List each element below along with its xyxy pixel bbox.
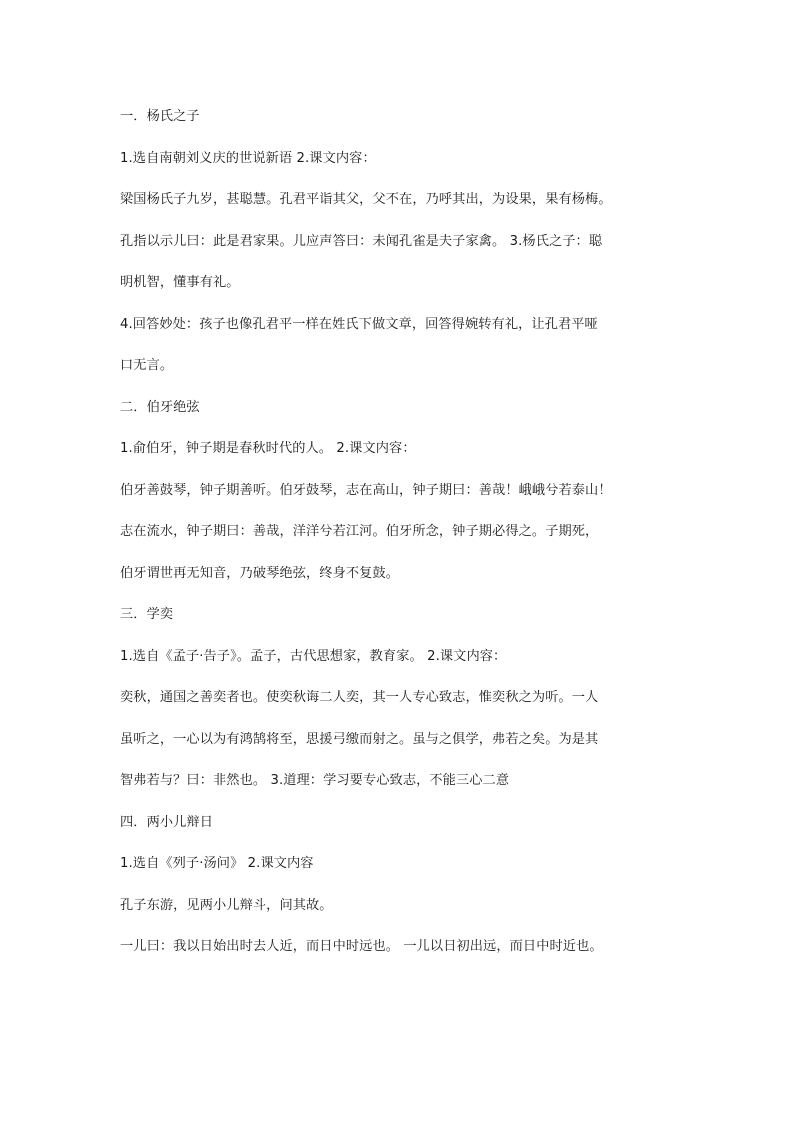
text-line: 虽听之，一心以为有鸿鹄将至，思援弓缴而射之。虽与之俱学，弗若之矣。为是其	[120, 732, 599, 747]
text-line: 志在流水，钟子期曰：善哉，洋洋兮若江河。伯牙所念，钟子期必得之。子期死，	[120, 524, 599, 539]
text-line: 孔子东游，见两小儿辩斗，问其故。	[120, 898, 333, 913]
text-line: 1.选自南朝刘义庆的世说新语 2.课文内容：	[120, 151, 376, 166]
text-line: 伯牙谓世再无知音，乃破琴绝弦，终身不复鼓。	[120, 566, 400, 581]
text-line: 伯牙善鼓琴，钟子期善听。伯牙鼓琴，志在高山，钟子期曰：善哉！峨峨兮若泰山！	[120, 483, 612, 498]
text-line: 口无言。	[120, 358, 174, 373]
text-line: 奕秋，通国之善奕者也。使奕秋诲二人奕，其一人专心致志，惟奕秋之为听。一人	[120, 690, 599, 705]
section-heading-yang-shi-zhi-zi: 一．杨氏之子	[120, 109, 200, 124]
text-line: 1.选自《孟子·告子》。孟子，古代思想家，教育家。 2.课文内容：	[120, 649, 507, 664]
text-line: 1.选自《列子·汤问》 2.课文内容	[120, 856, 314, 871]
text-line: 梁国杨氏子九岁，甚聪慧。孔君平诣其父，父不在，乃呼其出，为设果，果有杨梅。	[120, 192, 612, 207]
section-heading-xue-yi: 三．学奕	[120, 607, 174, 622]
text-line: 1.俞伯牙，钟子期是春秋时代的人。 2.课文内容：	[120, 441, 416, 456]
text-line: 明机智，懂事有礼。	[120, 275, 240, 290]
text-line: 智弗若与？曰：非然也。 3.道理：学习要专心致志，不能三心二意	[120, 773, 510, 788]
section-heading-liang-xiao-er-bian-ri: 四．两小儿辩日	[120, 815, 214, 830]
text-line: 孔指以示儿曰：此是君家果。儿应声答曰：未闻孔雀是夫子家禽。 3.杨氏之子：聪	[120, 234, 603, 249]
section-heading-bo-ya-jue-xian: 二．伯牙绝弦	[120, 400, 200, 415]
text-line: 4.回答妙处：孩子也像孔君平一样在姓氏下做文章，回答得婉转有礼，让孔君平哑	[120, 317, 598, 332]
text-line: 一儿曰：我以日始出时去人近，而日中时远也。 一儿以日初出远，而日中时近也。	[120, 939, 603, 954]
